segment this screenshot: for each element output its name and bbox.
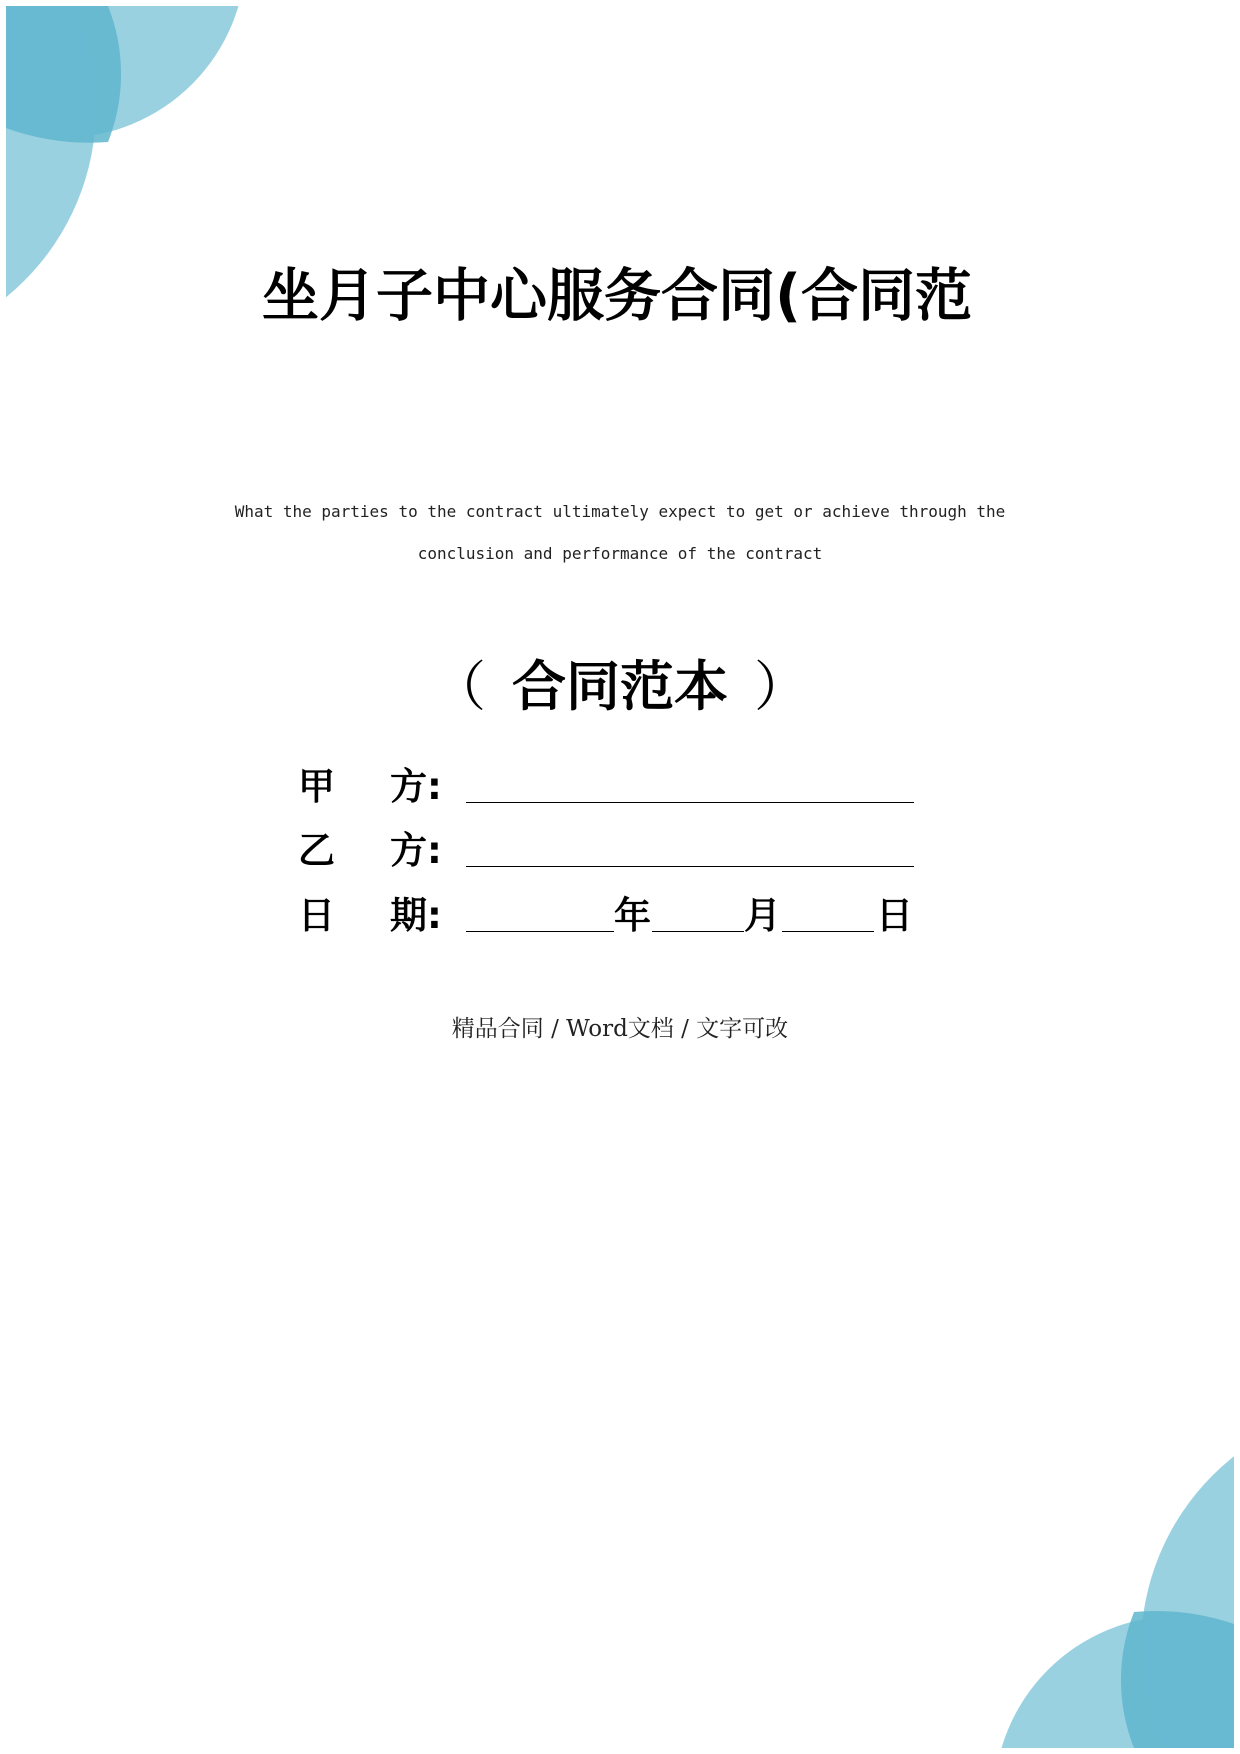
paren-close: ）	[754, 655, 808, 718]
template-label: 合同范本	[512, 655, 728, 718]
top-left-decoration	[0, 0, 246, 352]
party-b-blank-line[interactable]	[466, 866, 914, 867]
day-label: 日	[876, 894, 913, 937]
bottom-right-decoration	[994, 1404, 1240, 1754]
day-blank-line[interactable]	[782, 931, 874, 932]
party-a-label-char1: 甲	[298, 765, 335, 808]
party-b-label-char1: 乙	[298, 829, 335, 872]
party-a-label-char2: 方:	[390, 765, 442, 808]
footer-note: 精品合同 / Word文档 / 文字可改	[451, 1016, 789, 1042]
template-heading	[0, 655, 1240, 718]
paren-open: （	[432, 655, 486, 718]
month-blank-line[interactable]	[652, 931, 744, 932]
party-a-blank-line[interactable]	[466, 802, 914, 803]
year-blank-line[interactable]	[466, 931, 614, 932]
date-label-char1: 日	[298, 894, 335, 937]
date-label-char2: 期:	[390, 894, 442, 937]
document-title: 坐月子中心服务合同(合同范	[262, 263, 973, 329]
month-label: 月	[744, 894, 781, 937]
subtitle-line-2: conclusion and performance of the contract	[417, 544, 823, 563]
year-label: 年	[614, 894, 651, 937]
party-b-label-char2: 方:	[390, 829, 442, 872]
subtitle-line-1: What the parties to the contract ultimately expect to get or achieve through the	[234, 502, 1006, 521]
